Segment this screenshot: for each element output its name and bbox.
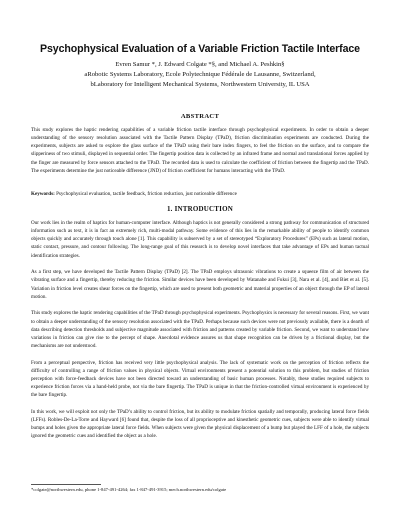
affiliation-b: bLaboratory for Intelligent Mechanical Systems, Northwestern University, IL USA — [90, 81, 310, 88]
intro-paragraph: From a perceptual perspective, friction has received very little psychophysical analysis. The lack of systematic work on the perception of friction reflects the difficulty of controlling a range of friction values in physical objects. Virtual environments present a potential solution to this problem, but studies of friction perception with force-feedback devices have not been directed toward an understanding of basic human processes. Notably, these studies required subjects to experience friction forces via a hand-held probe, not via the bare fingertip. The TPaD is unique in that the friction-controlled virtual environment is experienced by the bare fingertip. — [31, 359, 369, 399]
intro-paragraph: Our work lies in the realm of haptics for human-computer interface. Although haptics is not generally considered a strong pathway for communication of structured information such as text, it is in fact an extremely rich, multi-modal pathway. Some evidence of this lies in the remarkable ability of people to identify common objects quickly and accurately through touch alone [1]. This capability is subserved by a set of stereotyped “Exploratory Procedures” (EPs) such as lateral motion, static contact, pressure, and contour following. The long-range goal of this research is to develop novel interfaces that take advantage of EPs and human tactual identification strategies. — [31, 220, 369, 259]
keywords-label: Keywords: — [31, 191, 55, 197]
intro-paragraph: In this work, we will exploit not only the TPaD’s ability to control friction, but its ability to modulate friction spatially and temporally, producing lateral force fields (LFFs). Robles-De-La-Torre and Hayward [6] found that, despite the loss of all proprioceptive and kinesthetic geometric cues, subjects were able to identify virtual bumps and holes given the appropriate lateral force fields. When subjects were given the physical displacement of a bump but played the LFF of a hole, the subjects ignored the geometric cues and identified the object as a hole. — [31, 408, 369, 440]
affiliation-a: aRobotic Systems Laboratory, Ecole Polytechnique Fédérale de Lausanne, Switzerland, — [84, 71, 316, 78]
intro-paragraph: This study explores the haptic rendering capabilities of the TPaD through psychophysical experiments. Psychophysics is necessary for several reasons. First, we want to obtain a deeper understanding of the sensory resolution associated with the TPaD. Perhaps because such devices were not previously available, there is a dearth of data describing detection thresholds and subjective magnitude associated with friction and patterns created by variable friction. Second, we want to understand how variations in friction can give rise to the percept of shape. Anecdotal evidence assures us that shape recognition can be driven by a frictional display, but the mechanisms are not understood. — [31, 310, 369, 350]
abstract-heading: ABSTRACT — [180, 113, 220, 120]
keywords-text: Psychophysical evaluation, tactile feedback, friction reduction, just noticeable difference — [56, 191, 237, 197]
abstract-text: This study explores the haptic rendering capabilities of a variable friction tactile interface through psychophysical experiments. In order to obtain a deeper understanding of the sensory resolution associated with the Tactile Pattern Display (TPaD), friction discrimination experiments are conducted. During the experiments, subjects are asked to explore the glass surface of the TPaD using their bare index fingers, to feel the friction on the surface, and to compare the slipperiness of two stimuli, displayed in sequential order. The fingertip position data is collected by an infrared frame and normal and translational forces applied by the finger are measured by force sensors attached to the TPaD. The recorded data is used to calculate the coefficient of friction between the fingertip and the TPaD. The experiments determine the just noticeable difference (JND) of friction coefficient for humans interacting with the TPaD. — [31, 127, 369, 174]
section-heading-introduction: 1. INTRODUCTION — [166, 205, 233, 213]
paper-title: Psychophysical Evaluation of a Variable Friction Tactile Interface — [40, 43, 360, 55]
intro-paragraph: As a first step, we have developed the Tactile Pattern Display (TPaD) [2]. The TPaD employs ultrasonic vibrations to create a squeeze film of air between the vibrating surface and a fingertip, thereby reducing the friction. Similar devices have been developed by Watanabe and Fukui [3], Nara et al. [4], and Biet et al. [5]. Variation in friction level creates shear forces on the fingertip, which are used to present both geometric and material properties of an object through the EP of lateral motion. — [31, 269, 369, 300]
author-block — [0, 60, 400, 90]
footnote-contact: *colgate@northwestern.edu, phone 1-847-491-4264; fax 1-847-491-3915; mech.northwestern.edu/colgate — [31, 487, 227, 492]
author-names: Evren Samur *, J. Edward Colgate *§, and Michael A. Peshkin§ — [115, 61, 285, 68]
keywords-line — [31, 190, 369, 198]
introduction-body — [31, 219, 369, 483]
footnote-divider — [31, 484, 101, 485]
